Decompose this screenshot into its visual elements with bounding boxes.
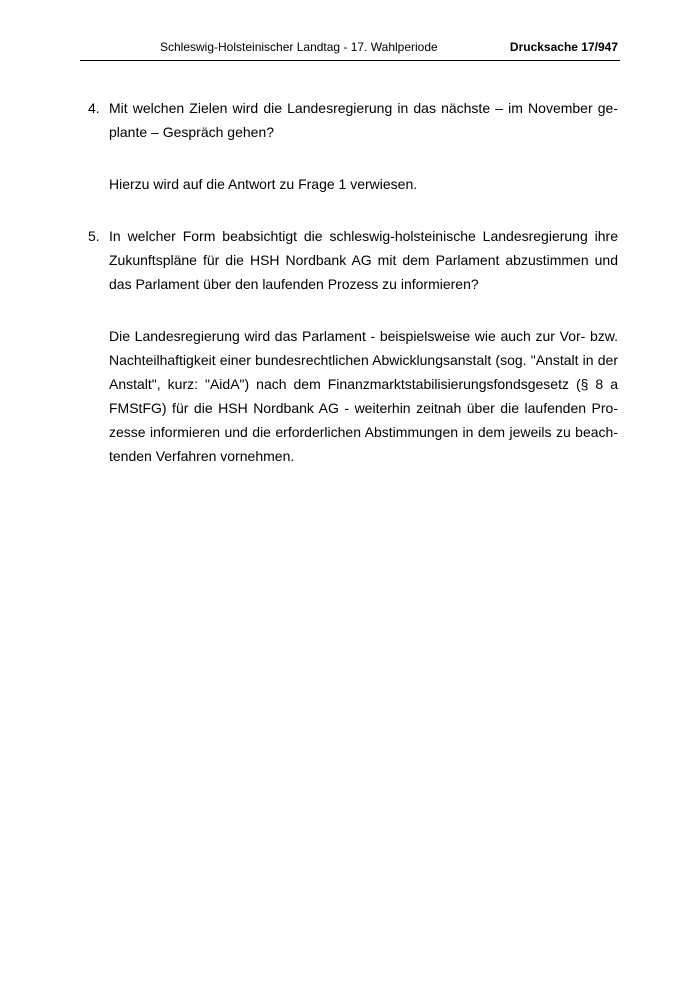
document-number: Drucksache 17/947 — [509, 40, 618, 54]
answer-text: Hierzu wird auf die Antwort zu Frage 1 verwiesen. — [109, 176, 418, 192]
question-number: 5. — [88, 228, 100, 244]
document-body — [88, 96, 618, 468]
header-title: Schleswig-Holsteinischer Landtag - 17. Wahlperiode — [160, 40, 438, 54]
question-item — [88, 224, 618, 296]
answer-text: Die Landesregierung wird das Parlament - beispielsweise wie auch zur Vor- bzw. Nachteilhaftigkeit einer bundesrechtlichen Abwicklungsanstalt (sog. "Anstalt in der Anstalt", kurz: "AidA") nach dem Finanzmarktstabilisierungsfondsgesetz (§ 8 a FMStFG) für die HSH Nordbank AG - weiterhin zeitnah über die laufenden Prozesse informieren und die erforderlichen Abstimmungen in dem jeweils zu beachtenden Verfahren vornehmen. — [109, 328, 618, 464]
question-item — [88, 96, 618, 144]
question-text: In welcher Form beabsichtigt die schleswig-holsteinische Landesregierung ihre Zukunftspläne für die HSH Nordbank AG mit dem Parlament abzustimmen und das Parlament über den laufenden Prozess zu informieren? — [109, 228, 618, 292]
page-header — [80, 38, 620, 61]
question-text: Mit welchen Zielen wird die Landesregierung in das nächste – im November geplante – Gespräch gehen? — [109, 100, 618, 140]
question-number: 4. — [88, 100, 100, 116]
